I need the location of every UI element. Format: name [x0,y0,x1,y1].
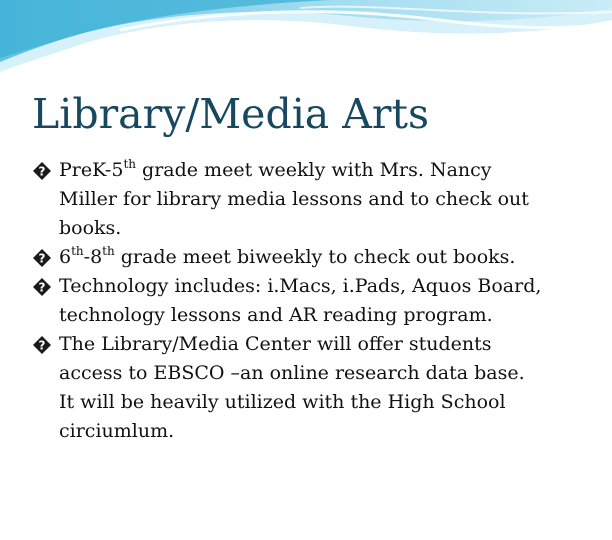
svg-text:?: ? [38,251,46,266]
bullet-text-run: PreK-5 [59,159,124,181]
bullet-text-run: Technology includes: i.Macs, i.Pads, Aquos Board, technology lessons and AR reading program. [59,275,542,326]
bullet-text [59,243,607,272]
svg-text:?: ? [38,164,46,179]
wave-header-decoration [0,0,612,90]
bullet-text [59,272,607,330]
unknown-glyph-icon [32,161,52,181]
svg-text:?: ? [38,338,46,353]
bullet-item [32,272,607,330]
bullet-text-run: 6 [59,246,72,268]
bullet-text-run: grade meet biweekly to check out books. [114,246,516,268]
unknown-glyph-icon [32,277,52,297]
unknown-glyph-icon [32,248,52,268]
bullet-item [32,243,607,272]
bullet-item [32,330,607,446]
ordinal-suffix: th [71,244,84,258]
bullet-text [59,330,607,446]
bullet-text-run: The Library/Media Center will offer students access to EBSCO –an online research data base. It will be heavily utilized with the High School circiumlum. [59,333,525,442]
ordinal-suffix: th [123,157,136,171]
ordinal-suffix: th [102,244,115,258]
bullet-list [32,156,607,446]
unknown-glyph-icon [32,335,52,355]
bullet-text-run: -8 [83,246,103,268]
bullet-text-run: grade meet weekly with Mrs. Nancy Miller for library media lessons and to check out books. [59,159,529,239]
bullet-item [32,156,607,243]
svg-text:?: ? [38,280,46,295]
slide-title: Library/Media Arts [32,90,430,138]
bullet-text [59,156,607,243]
